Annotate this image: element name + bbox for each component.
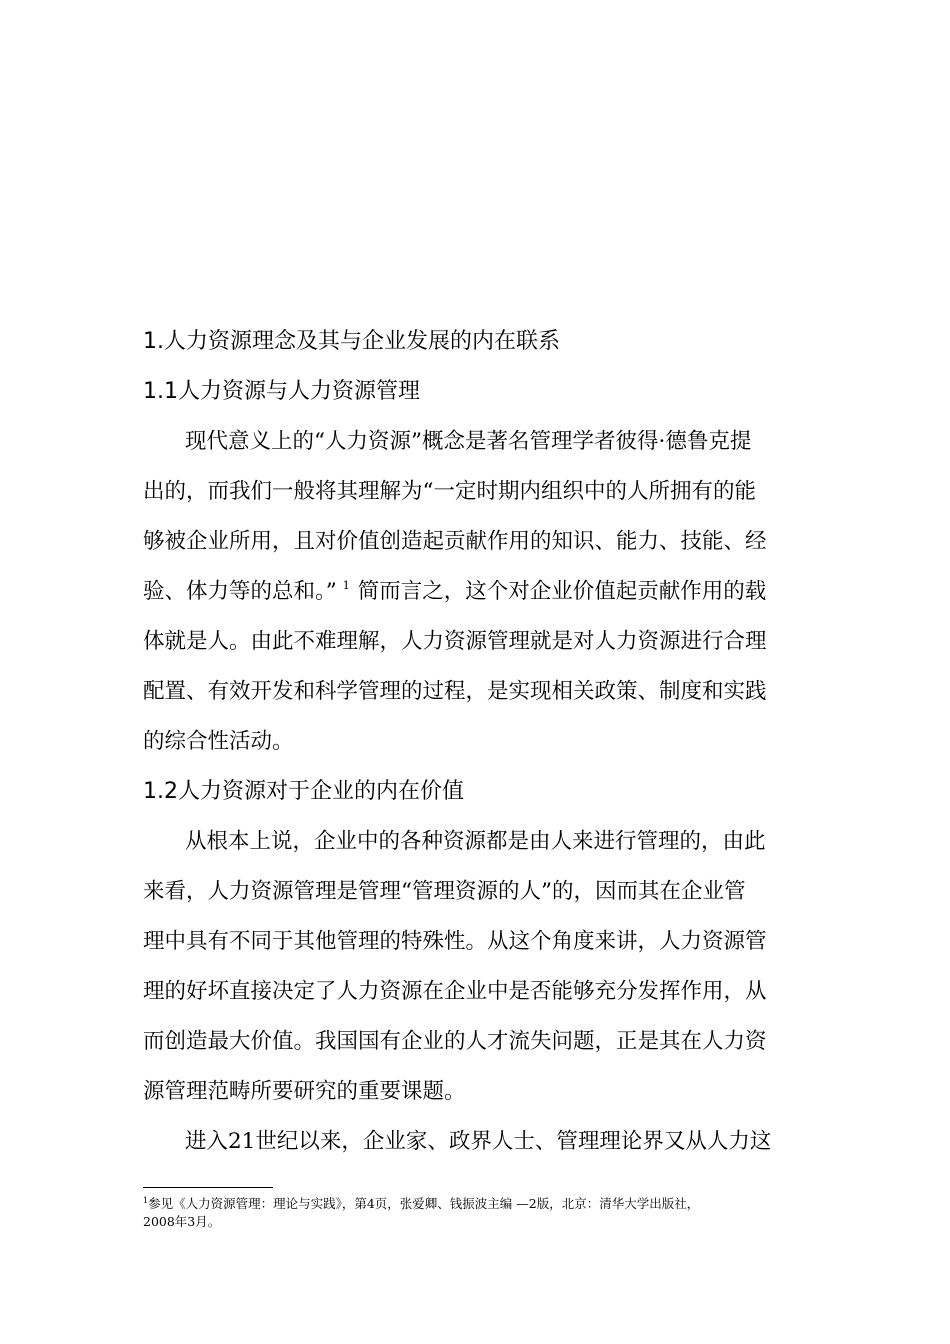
footnote-separator (143, 1187, 273, 1188)
section-heading-1: 1.人力资源理念及其与企业发展的内在联系 (143, 329, 560, 354)
paragraph-line: 够被企业所用，且对价值创造起贡献作用的知识、能力、技能、经 (143, 529, 767, 554)
paragraph-line (143, 577, 766, 607)
footnote-marker: 1 (143, 1196, 149, 1205)
section-heading-1-2: 1.2人力资源对于企业的内在价值 (143, 779, 464, 804)
paragraph-line: 现代意义上的“人力资源”概念是著名管理学者彼得·德鲁克提 (185, 429, 752, 454)
paragraph-line: 进入21世纪以来，企业家、政界人士、管理理论界又从人力这 (185, 1129, 772, 1154)
paragraph-line: 的综合性活动。 (143, 729, 294, 754)
footnote-text: 参见《人力资源管理：理论与实践》，第4页，张爱卿、钱振波主编 —2版，北京：清华大学出版社， (148, 1196, 700, 1211)
paragraph-line: 而创造最大价值。我国国有企业的人才流失问题，正是其在人力资 (143, 1029, 767, 1054)
paragraph-line: 源管理范畴所要研究的重要课题。 (143, 1079, 466, 1104)
footnote-line (143, 1195, 699, 1213)
paragraph-line: 理的好坏直接决定了人力资源在企业中是否能够充分发挥作用，从 (143, 979, 767, 1004)
paragraph-text: 简而言之，这个对企业价值起贡献作用的载 (357, 579, 767, 604)
paragraph-line: 体就是人。由此不难理解，人力资源管理就是对人力资源进行合理 (143, 629, 767, 654)
paragraph-line: 从根本上说，企业中的各种资源都是由人来进行管理的，由此 (185, 829, 766, 854)
paragraph-text: 验、体力等的总和。” (143, 579, 337, 604)
paragraph-line: 出的，而我们一般将其理解为“一定时期内组织中的人所拥有的能 (143, 479, 756, 504)
paragraph-line: 来看，人力资源管理是管理“管理资源的人”的，因而其在企业管 (143, 879, 746, 904)
paragraph-line: 理中具有不同于其他管理的特殊性。从这个角度来讲，人力资源管 (143, 929, 767, 954)
footnote-line: 2008年3月。 (143, 1214, 221, 1229)
footnote-reference[interactable]: 1 (342, 579, 350, 592)
paragraph-line: 配置、有效开发和科学管理的过程，是实现相关政策、制度和实践 (143, 679, 767, 704)
section-heading-1-1: 1.1人力资源与人力资源管理 (143, 379, 420, 404)
